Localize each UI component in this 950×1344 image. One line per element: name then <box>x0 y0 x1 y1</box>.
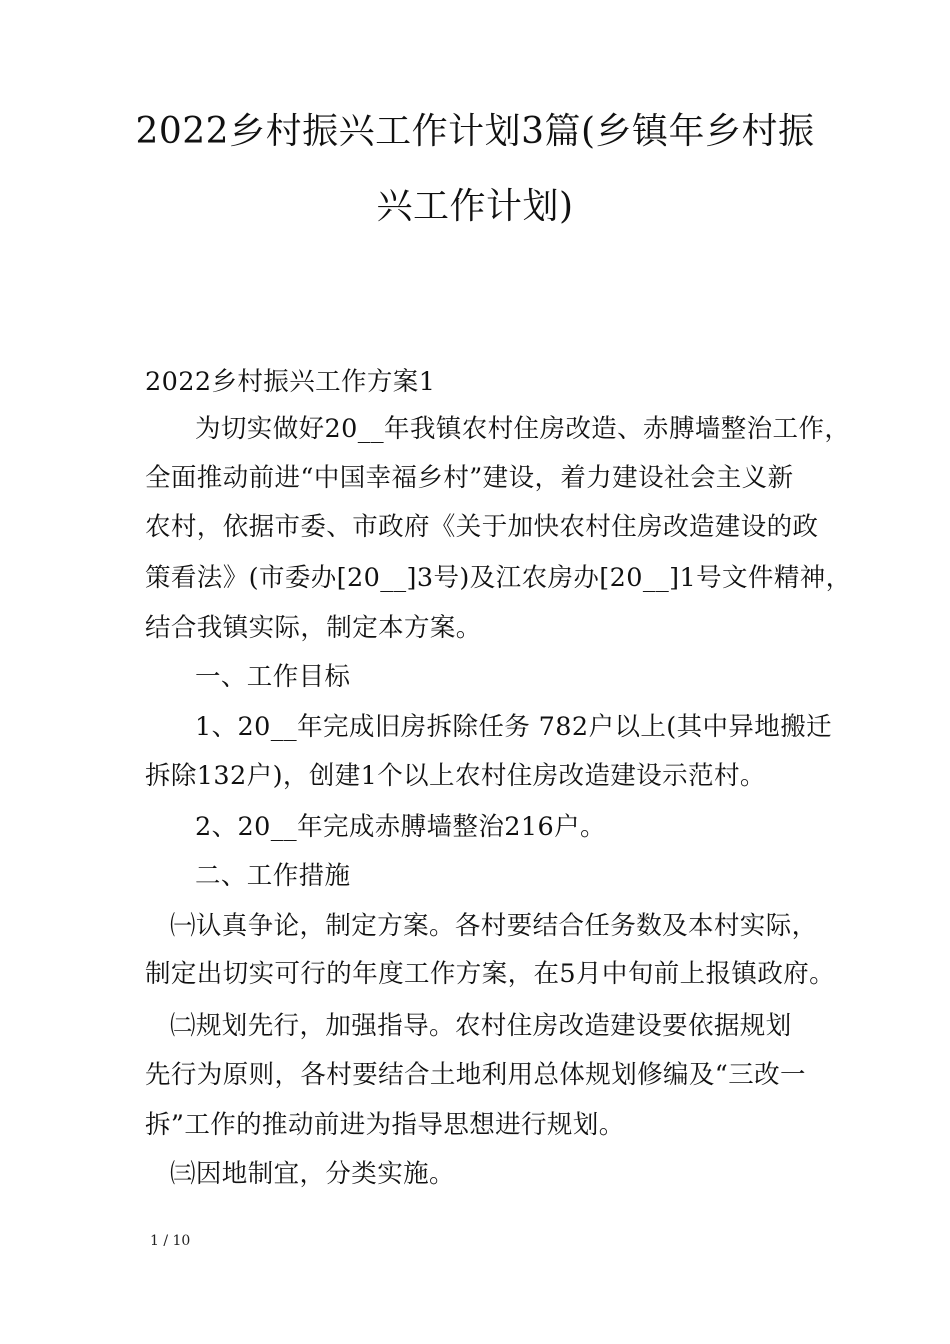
body-line: 制定出切实可行的年度工作方案，在5月中旬前上报镇政府。 <box>145 959 836 989</box>
body-line: 结合我镇实际，制定本方案。 <box>145 613 482 643</box>
body-line: 1、20__年完成旧房拆除任务 782户以上(其中异地搬迁 <box>195 712 832 742</box>
body-line: 拆”工作的推动前进为指导思想进行规划。 <box>145 1110 625 1140</box>
body-line: 为切实做好20__年我镇农村住房改造、赤膊墙整治工作， <box>195 414 851 444</box>
body-line: 农村，依据市委、市政府《关于加快农村住房改造建设的政 <box>145 512 819 542</box>
body-line: 先行为原则，各村要结合土地利用总体规划修编及“三改一 <box>145 1060 806 1090</box>
body-line: ㈠认真争论，制定方案。各村要结合任务数及本村实际， <box>170 911 818 941</box>
body-heading-measures: 二、工作措施 <box>195 861 351 891</box>
body-line: 拆除132户)，创建1个以上农村住房改造建设示范村。 <box>145 761 766 791</box>
body-line: 策看法》(市委办[20__]3号)及江农房办[20__]1号文件精神， <box>145 563 852 593</box>
document-title-line-1: 2022乡村振兴工作计划3篇(乡镇年乡村振 <box>135 111 815 152</box>
body-line: ㈢因地制宜，分类实施。 <box>170 1159 455 1189</box>
body-heading-goals: 一、工作目标 <box>195 662 351 692</box>
body-line: 2、20__年完成赤膊墙整治216户。 <box>195 812 606 842</box>
document-title-line-2: 兴工作计划) <box>376 186 574 227</box>
section-heading: 2022乡村振兴工作方案1 <box>145 367 436 397</box>
body-line: 全面推动前进“中国幸福乡村”建设，着力建设社会主义新 <box>145 463 794 493</box>
page-number: 1 / 10 <box>150 1233 191 1249</box>
body-line: ㈡规划先行，加强指导。农村住房改造建设要依据规划 <box>170 1011 792 1041</box>
